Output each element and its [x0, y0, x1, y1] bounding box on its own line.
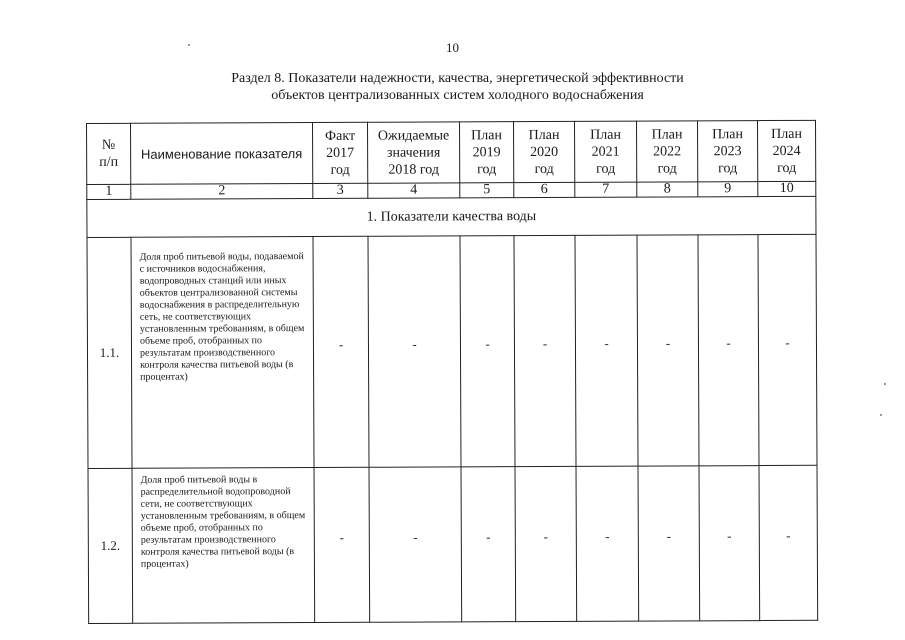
column-number: 9: [698, 182, 758, 197]
table-row: [88, 465, 818, 623]
value-dash: -: [604, 335, 609, 351]
value-dash: -: [412, 336, 417, 352]
header-line: год: [330, 162, 350, 178]
value-cell: [514, 235, 576, 466]
header-line: 2022: [653, 143, 682, 160]
scan-speck: [880, 414, 882, 416]
value-cell: [314, 467, 370, 622]
header-cell-plan-2024: [757, 120, 815, 181]
header-cell-plan-2020: [513, 121, 574, 182]
header-line: План: [771, 126, 802, 142]
value-cell: [759, 465, 818, 620]
header-line: 2020: [530, 144, 559, 160]
value-dash: -: [485, 336, 490, 352]
row-number: 1.2.: [88, 468, 133, 623]
page-number: 10: [446, 40, 459, 55]
header-line: 2017: [326, 145, 355, 161]
column-number: 3: [313, 183, 368, 198]
header-line: год: [596, 161, 616, 177]
header-line: 2019: [472, 144, 501, 160]
value-dash: -: [786, 527, 791, 543]
header-line: План: [528, 127, 560, 143]
header-row: [87, 120, 816, 184]
header-line: 2023: [713, 143, 742, 159]
value-dash: -: [665, 335, 671, 351]
header-line: 2018 год: [388, 161, 440, 178]
header-line: 2024: [772, 143, 801, 159]
header-line: значения: [386, 144, 441, 161]
header-cell-plan-2019: [459, 122, 513, 183]
value-cell: [575, 235, 638, 466]
heading-line-2: объектов централизованных систем холодного водоснабжения: [271, 88, 644, 103]
value-cell: [638, 466, 700, 621]
header-cell-indicator-name: Наименование показателя: [131, 123, 313, 185]
value-dash: -: [727, 528, 732, 544]
header-number-symbol: №: [101, 137, 116, 153]
header-cell-fact-2017: [313, 122, 368, 183]
value-cell: [460, 236, 515, 467]
column-number: 4: [368, 183, 460, 198]
header-cell-plan-2022: [636, 121, 697, 182]
value-cell: [699, 466, 760, 621]
value-cell: [368, 236, 461, 467]
indicator-name: Доля проб питьевой воды в распределительной водопроводной сети, не соответствующих установленным требованиям, в общем объеме проб, отобранных по результатам производственного контроля качества питьевой воды (в процентах): [132, 468, 315, 624]
header-line: год: [534, 161, 554, 177]
header-number-abbr: п/п: [99, 154, 119, 170]
header-line: 2021: [591, 144, 620, 160]
value-dash: -: [543, 528, 549, 545]
value-cell: [698, 235, 759, 466]
column-number: 5: [460, 183, 514, 198]
scan-speck: [188, 44, 190, 46]
header-line: год: [718, 160, 738, 176]
header-line: год: [477, 161, 497, 177]
value-dash: -: [666, 528, 672, 544]
header-line: План: [471, 127, 502, 143]
header-line: План: [590, 127, 621, 143]
value-cell: [461, 467, 516, 622]
value-dash: -: [413, 529, 418, 545]
header-line: год: [657, 160, 677, 177]
value-dash: -: [486, 529, 491, 545]
header-line: Ожидаемые: [377, 127, 450, 144]
value-cell: [313, 236, 369, 467]
value-dash: -: [605, 528, 610, 544]
value-cell: [637, 235, 699, 466]
table-row: [87, 234, 817, 468]
value-dash: -: [726, 335, 731, 351]
value-dash: -: [785, 334, 790, 350]
column-number: 1: [87, 184, 131, 199]
column-number: 10: [758, 181, 816, 196]
row-number: 1.1.: [87, 237, 132, 468]
column-number: 8: [637, 182, 698, 197]
column-number: 2: [131, 184, 313, 200]
value-dash: -: [338, 336, 344, 352]
indicator-name: Доля проб питьевой воды, подаваемой с источников водоснабжения, водопроводных станций или иных объектов централизованной системы водоснабжения в распределительную сеть, не соответствующих установленным требованиям, в общем объеме проб, отобранных по результатам производственного контроля качества питьевой воды (в процентах): [131, 237, 314, 469]
header-cell-plan-2023: [697, 121, 757, 182]
scan-speck: [884, 383, 886, 385]
header-line: год: [777, 160, 797, 176]
value-cell: [576, 466, 639, 621]
column-number: 7: [575, 182, 637, 197]
header-cell-expected-2018: [367, 122, 459, 183]
column-number: 6: [514, 182, 575, 197]
header-line: План: [712, 126, 743, 142]
header-cell-plan-2021: [574, 121, 636, 182]
value-dash: -: [542, 335, 548, 352]
section-title: 1. Показатели качества воды: [87, 196, 816, 237]
section-row: [87, 196, 816, 237]
value-cell: [369, 467, 462, 622]
section-heading: [0, 70, 905, 104]
header-line: План: [651, 126, 683, 143]
header-line: Факт: [325, 128, 356, 144]
header-cell-number: [87, 123, 131, 184]
indicators-table: [86, 120, 818, 624]
heading-line-1: Раздел 8. Показатели надежности, качества, энергетической эффективности: [231, 71, 684, 86]
value-cell: [515, 466, 577, 621]
value-dash: -: [339, 529, 345, 545]
value-cell: [758, 234, 817, 465]
